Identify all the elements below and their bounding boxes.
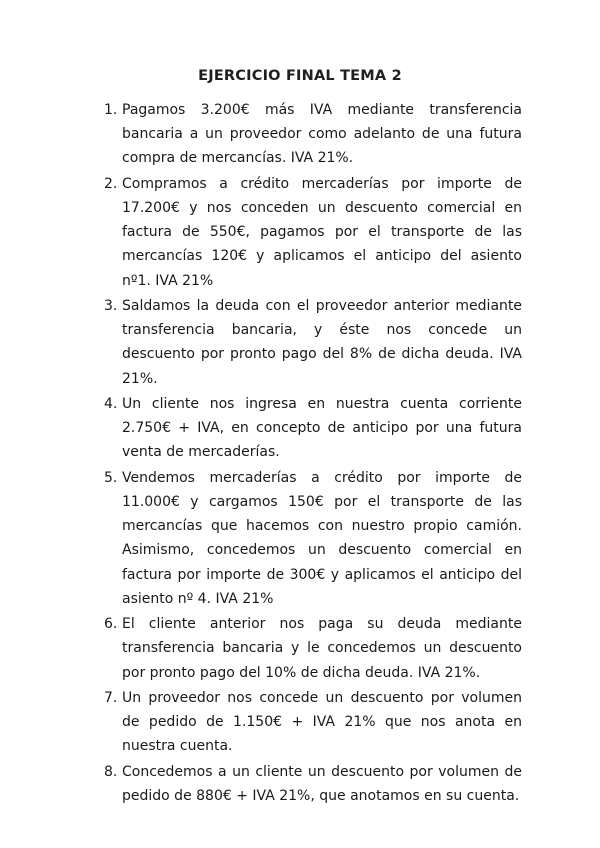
exercise-item-5 — [104, 466, 522, 611]
item-number: 7. — [104, 690, 118, 706]
exercise-list — [104, 98, 522, 809]
item-number: 6. — [104, 616, 118, 633]
item-text: Compramos a crédito mercaderías por importe de 17.200€ y nos conceden un descuento comercial en factura de 550€, pagamos por el transporte de las mercancías 120€ y aplicamos el anticipo del asiento nº1. IVA 21% — [122, 175, 522, 289]
exercise-item-2 — [104, 172, 522, 293]
item-text: El cliente anterior nos paga su deuda mediante transferencia bancaria y le concedemos un descuento por pronto pago del 10% de dicha deuda. IVA 21%. — [122, 616, 522, 681]
exercise-item-3 — [104, 294, 522, 391]
exercise-item-7 — [104, 686, 522, 759]
item-text: Un cliente nos ingresa en nuestra cuenta corriente 2.750€ + IVA, en concepto de anticipo por una futura venta de mercaderías. — [122, 396, 522, 461]
item-number: 8. — [104, 763, 118, 780]
document-title: EJERCICIO FINAL TEMA 2 — [198, 68, 402, 84]
item-number: 1. — [104, 102, 118, 118]
item-text: Un proveedor nos concede un descuento por volumen de pedido de 1.150€ + IVA 21% que nos anota en nuestra cuenta. — [122, 690, 522, 755]
item-text: Vendemos mercaderías a crédito por importe de 11.000€ y cargamos 150€ por el transporte de las mercancías que hacemos con nuestro propio camión. Asimismo, concedemos un descuento comercial en factura por importe de 300€ y aplicamos el anticipo del asiento nº 4. IVA 21% — [122, 469, 522, 607]
item-number: 2. — [104, 175, 118, 192]
item-text: Concedemos a un cliente un descuento por volumen de pedido de 880€ + IVA 21%, que anotamos en su cuenta. — [122, 763, 522, 804]
item-number: 5. — [104, 469, 118, 486]
exercise-item-1 — [104, 98, 522, 171]
item-text: Pagamos 3.200€ más IVA mediante transferencia bancaria a un proveedor como adelanto de una futura compra de mercancías. IVA 21%. — [122, 102, 522, 167]
item-number: 4. — [104, 396, 118, 412]
exercise-item-6 — [104, 612, 522, 685]
item-number: 3. — [104, 298, 118, 314]
exercise-item-8 — [104, 760, 522, 808]
exercise-item-4 — [104, 392, 522, 465]
item-text: Saldamos la deuda con el proveedor anterior mediante transferencia bancaria, y éste nos concede un descuento por pronto pago del 8% de dicha deuda. IVA 21%. — [122, 298, 522, 387]
